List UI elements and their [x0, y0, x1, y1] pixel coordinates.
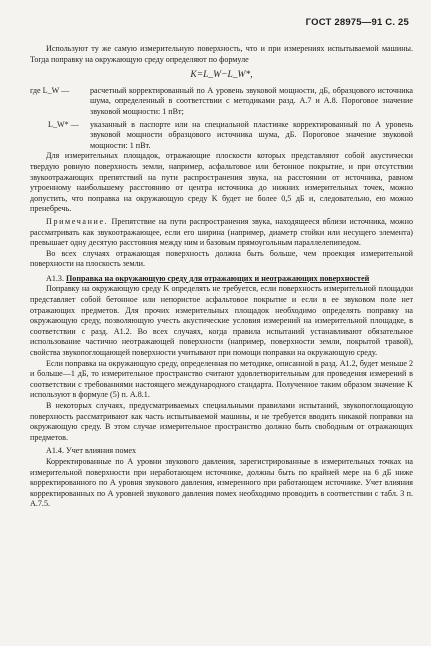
section-number: А1.3.: [46, 273, 67, 283]
definition-term: где L_W —: [30, 85, 70, 95]
note: [30, 217, 413, 249]
paragraph: Для измерительных площадок, отражающие плоскости которых представляют собой акустически твердую ровную поверхность земли, например, асфальтовое или бетонное покрытие, и при отсутствии звукоотражающих препятствий на пути распространения звука, на расстоянии от источника, равном утроенному наибольшему расстоянию от центра источника до нижних измерительных точек, можно допустить, что поправка на окружающую среду K будет не более 0,5 дБ и, следовательно, ею можно пренебречь.: [30, 151, 413, 214]
definition-term: L_W* —: [48, 119, 79, 129]
formula: K=L_W−L_W*,: [190, 70, 253, 81]
definition-row: [30, 120, 413, 152]
definition-text: указанный в паспорте или на специальной пластинке корректированный по А уровень звуковой мощности образцового источника шума, дБ. Пороговое значение звуковой мощности: 1 пВт.: [90, 119, 413, 150]
paragraph: Во всех случаях отражающая поверхность должна быть больше, чем проекция измерительной поверхности на плоскость земли.: [30, 248, 413, 269]
note-text: Препятствие на пути распространения звука, находящееся вблизи источника, можно рассматривать как звукоотражающее, если его ширина (например, диаметр стойки или несущего элемента) превышает одну десятую расстояния между ним и базовым прямоугольным параллелепипедом.: [30, 216, 413, 248]
section-title: Поправка на окружающую среду для отражающих и неотражающих поверхностей: [66, 273, 370, 283]
section-heading: А1.4. Учет влияния помех: [46, 446, 137, 456]
definition-text: расчетный корректированный по А уровень звуковой мощности, дБ, образцового источника шума, определенный в соответствии с методиками разд. А.7 и А.8. Пороговое значение звуковой мощности: 1 пВт;: [90, 85, 413, 116]
page-header: ГОСТ 28975—91 С. 25: [305, 17, 409, 28]
paragraph: Поправку на окружающую среду K определять не требуется, если поверхность измерительной площадки представляет собой бетонное или непористое асфальтовое покрытие и если в ее звуковом поле нет отражающих предметов. Для прочих измерительных площадок необходимо определять поправку на окружающую среду, позволяющую учесть акустические условия измерений на измерительной площадке, в соответствии с разд. А1.2. Во всех случаях, когда правила испытаний устанавливают обязательное использование частично неотражающей поверхности (например, поверхности земли, покрытой травой), свойства звукопоглощающей поверхности учитывают при помощи поправки на окружающую среду.: [30, 284, 413, 358]
document-body: [30, 44, 413, 510]
definition-row: [30, 86, 413, 118]
paragraph: Если поправка на окружающую среду, определенная по методике, описанной в разд. А1.2, будет меньше 2 и больше—1 дБ, то измерительное пространство считают удовлетворительным для проведения измерений в соответствии с требованиями настоящего международного стандарта. Полученное таким образом значение K используют в формуле (5) п. А.8.1.: [30, 358, 413, 400]
section-heading: [30, 274, 413, 285]
paragraph: Корректированные по А уровни звукового давления, зарегистрированные в измерительных точках на измерительной поверхности при неработающем источнике, должны быть по крайней мере на 6 дБ ниже корректированного по А уровня звукового давления, измеренного при работающем источнике. Учет влияния корректированных по А уровней звукового давления помех необходимо проводить в соответствии с табл. 3 п. А.7.5.: [30, 456, 413, 509]
note-label: Примечание.: [46, 216, 109, 226]
paragraph: В некоторых случаях, предусматриваемых специальными правилами испытаний, звукопоглощающую поверхность рассматривают как часть испытываемой машины, и не требуется вводить никакой поправки на окружающую среду. В этом случае измерительное пространство должно быть свободным от отражающих предметов.: [30, 401, 413, 442]
paragraph: Используют ту же самую измерительную поверхность, что и при измерениях испытываемой машины. Тогда поправку на окружающую среду определяют по формуле: [30, 44, 413, 64]
